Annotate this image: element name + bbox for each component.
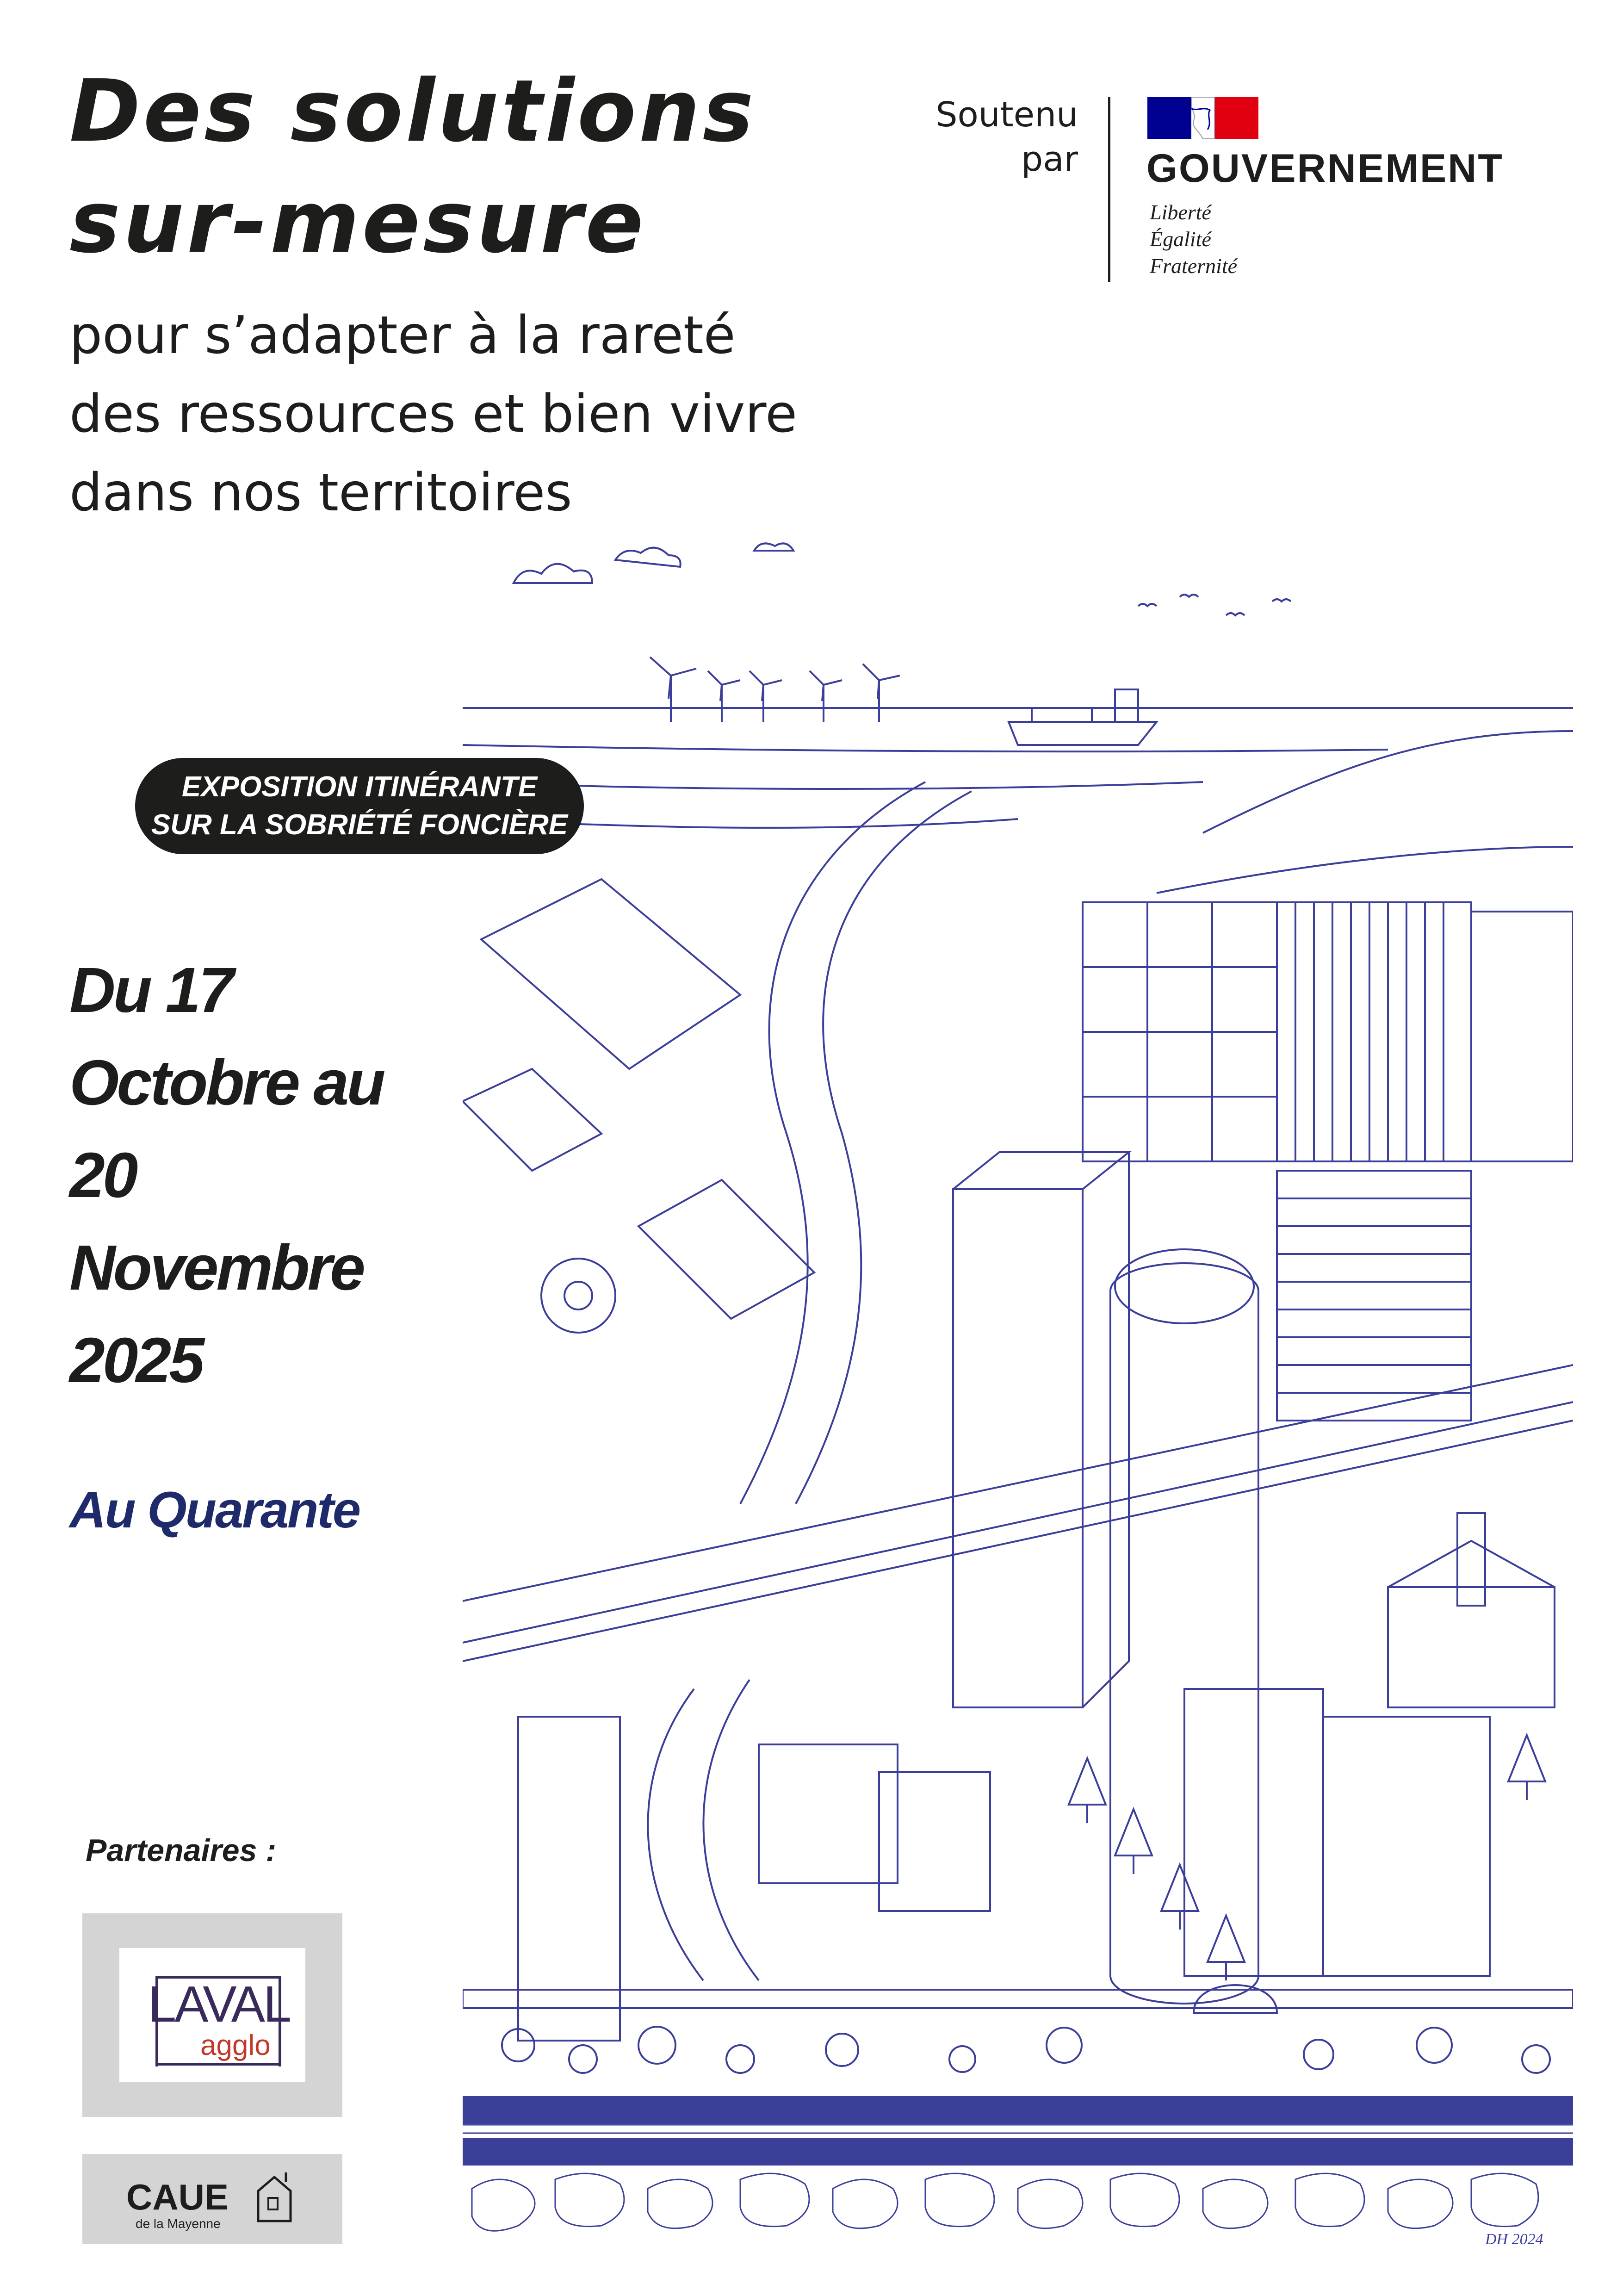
supported-by-line-1: Soutenu: [935, 95, 1078, 135]
partners-label: Partenaires :: [86, 1833, 276, 1868]
motto-egalite: Égalité: [1150, 227, 1211, 251]
laval-logo-base: [155, 2063, 281, 2066]
laval-logo-word: LAVAL: [148, 1976, 290, 2033]
event-dates: [69, 944, 383, 1407]
dates-line-2: Octobre au: [69, 1047, 384, 1118]
subtitle: [69, 296, 797, 532]
motto-fraternite: Fraternité: [1150, 254, 1238, 278]
title-line-2: sur-mesure: [69, 172, 646, 272]
caue-logo-sub: de la Mayenne: [136, 2216, 221, 2231]
supported-by-label: [907, 93, 1078, 181]
supported-by-line-2: par: [1021, 139, 1078, 179]
government-name: GOUVERNEMENT: [1146, 146, 1504, 191]
illustration-signature: DH 2024: [1485, 2231, 1543, 2248]
subtitle-line-2: des ressources et bien vivre: [69, 384, 797, 444]
caue-mayenne-logo: [82, 2154, 342, 2244]
title-line-1: Des solutions: [69, 61, 756, 161]
marianne-flag-logo: [1147, 97, 1258, 139]
laval-logo-panel: [119, 1948, 305, 2082]
dates-line-1: Du 17: [69, 955, 232, 1026]
badge-line-2: SUR LA SOBRIÉTÉ FONCIÈRE: [151, 809, 568, 841]
badge-line-1: EXPOSITION ITINÉRANTE: [181, 771, 538, 803]
dates-line-4: Novembre: [69, 1232, 363, 1303]
caue-house-icon: [254, 2172, 295, 2223]
caue-logo-word: CAUE: [126, 2177, 229, 2217]
venue-name: Au Quarante: [69, 1482, 360, 1539]
subtitle-line-3: dans nos territoires: [69, 463, 572, 523]
divider: [1108, 97, 1110, 282]
laval-logo-agglo: agglo: [200, 2029, 271, 2061]
subtitle-line-1: pour s’adapter à la rareté: [69, 305, 736, 366]
exhibition-badge: [135, 758, 584, 854]
government-motto: [1150, 199, 1237, 279]
laval-agglo-logo: [82, 1913, 342, 2117]
motto-liberte: Liberté: [1150, 200, 1211, 224]
city-illustration: [463, 532, 1573, 2253]
dates-line-3: 20: [69, 1140, 136, 1211]
page-title: [69, 56, 756, 278]
dates-line-5: 2025: [69, 1325, 202, 1396]
